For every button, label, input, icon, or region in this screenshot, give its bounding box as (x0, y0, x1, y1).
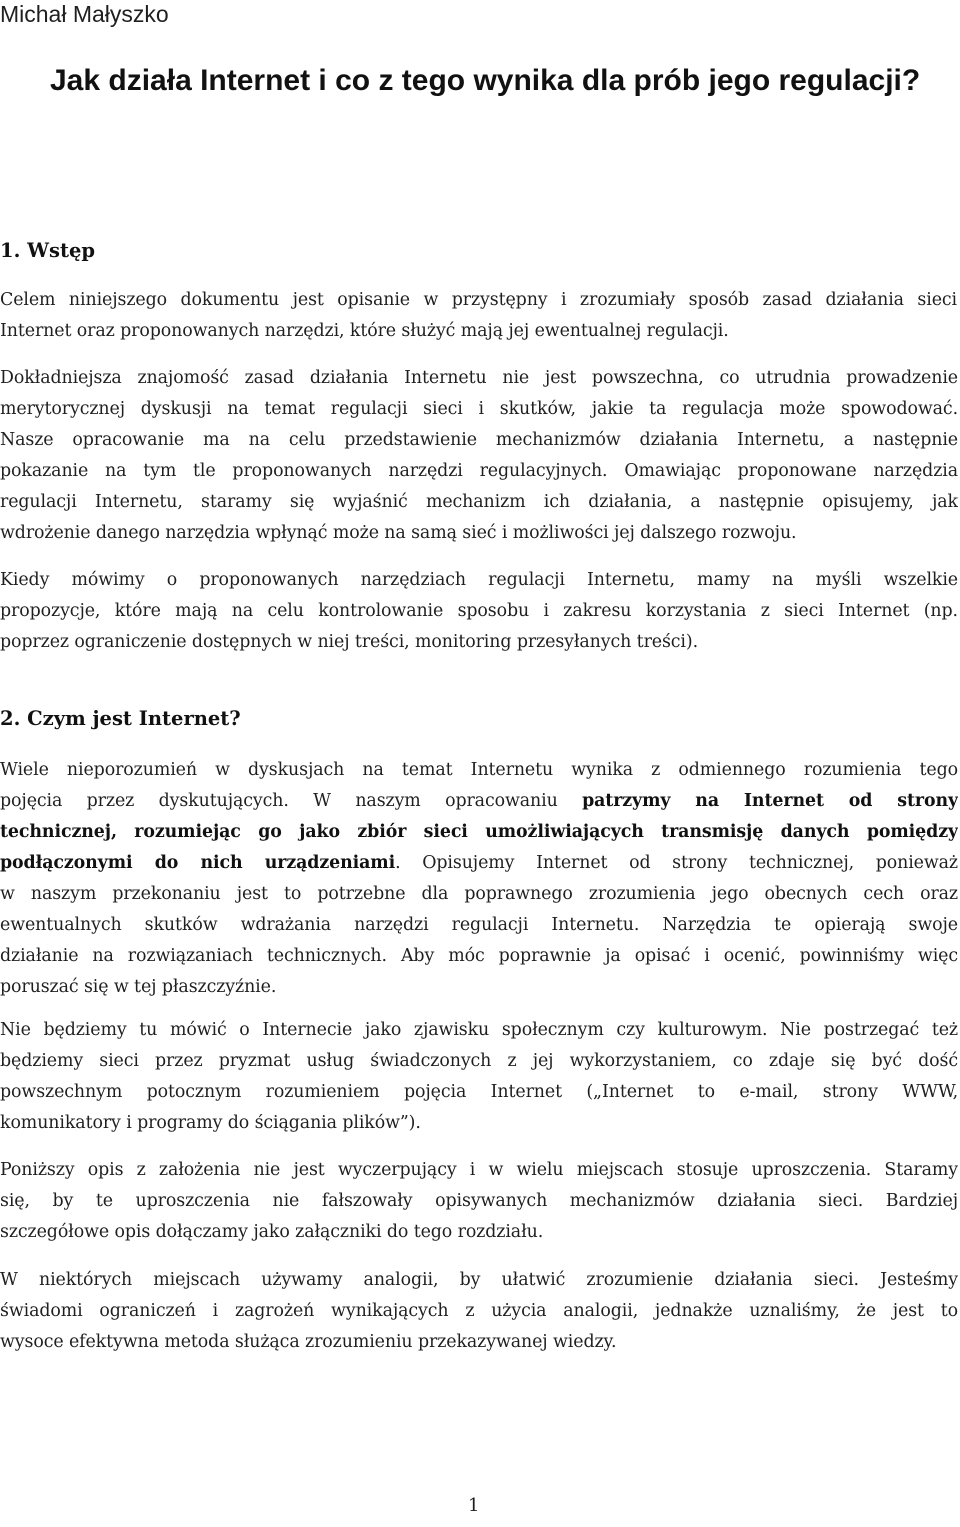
paragraph-line (0, 848, 958, 879)
paragraph (0, 1155, 958, 1248)
paragraph-line: Nasze opracowanie ma na celu przedstawienie mechanizmów działania Internetu, a następnie (0, 430, 958, 450)
paragraph-line: się, by te uproszczenia nie fałszowały opisywanych mechanizmów działania sieci. Bardziej (0, 1191, 958, 1211)
paragraph (0, 285, 957, 347)
paragraph (0, 755, 958, 1003)
section-heading-introduction: 1. Wstęp (0, 239, 96, 262)
document-title: Jak działa Internet i co z tego wynika dla prób jego regulacji? (50, 64, 921, 97)
paragraph-line: merytorycznej dyskusji na temat regulacji sieci i skutków, jakie ta regulacja może spowodować. (0, 399, 958, 419)
section-heading-what-is-internet: 2. Czym jest Internet? (0, 707, 241, 730)
paragraph-line: Internet oraz proponowanych narzędzi, które służyć mają jej ewentualnej regulacji. (0, 321, 729, 341)
paragraph (0, 565, 958, 658)
paragraph-line: Celem niniejszego dokumentu jest opisanie w przystępny i zrozumiały sposób zasad działania sieci (0, 290, 957, 310)
paragraph-line: Kiedy mówimy o proponowanych narzędziach regulacji Internetu, mamy na myśli wszelkie (0, 570, 958, 590)
paragraph-line: Dokładniejsza znajomość zasad działania Internetu nie jest powszechna, co utrudnia prowadzenie (0, 368, 958, 388)
paragraph-line: poruszać się w tej płaszczyźnie. (0, 977, 277, 997)
paragraph-line: poprzez ograniczenie dostępnych w niej treści, monitoring przesyłanych treści). (0, 632, 699, 652)
paragraph-line: ewentualnych skutków wdrażania narzędzi regulacji Internetu. Narzędzia te opierają swoje (0, 915, 958, 935)
paragraph-line: Nie będziemy tu mówić o Internecie jako zjawisku społecznym czy kulturowym. Nie postrzegać też (0, 1020, 958, 1040)
paragraph-line: w naszym przekonaniu jest to potrzebne dla poprawnego zrozumienia jego obecnych cech oraz (0, 884, 958, 904)
paragraph-line: powszechnym potocznym rozumieniem pojęcia Internet („Internet to e-mail, strony WWW, (0, 1082, 958, 1102)
author-name: Michał Małyszko (0, 1, 169, 27)
paragraph (0, 363, 958, 549)
plain-text: pojęcia przez dyskutujących. W naszym opracowaniu (0, 791, 583, 811)
paragraph-line: wysoce efektywna metoda służąca zrozumieniu przekazywanej wiedzy. (0, 1332, 617, 1352)
paragraph-line: szczegółowe opis dołączamy jako załączniki do tego rozdziału. (0, 1222, 544, 1242)
paragraph-line: Poniższy opis z założenia nie jest wyczerpujący i w wielu miejscach stosuje uproszczenia. Staramy (0, 1160, 958, 1180)
paragraph-line: pokazanie na tym tle proponowanych narzędzi regulacyjnych. Omawiając proponowane narzędzia (0, 461, 958, 481)
plain-text: . Opisujemy Internet od strony technicznej, ponieważ (395, 853, 958, 873)
bold-text: patrzymy na Internet od strony (582, 791, 958, 811)
bold-text: technicznej, rozumiejąc go jako zbiór sieci umożliwiających transmisję danych pomiędzy (0, 822, 958, 842)
paragraph-line: Wiele nieporozumień w dyskusjach na temat Internetu wynika z odmiennego rozumienia tego (0, 760, 958, 780)
paragraph (0, 1265, 958, 1358)
paragraph-line: propozycje, które mają na celu kontrolowanie sposobu i zakresu korzystania z sieci Internet (np. (0, 601, 958, 621)
paragraph-line: komunikatory i programy do ściągania plików”). (0, 1113, 421, 1133)
bold-text: podłączonymi do nich urządzeniami (0, 853, 396, 873)
paragraph-line (0, 786, 958, 817)
paragraph-line: świadomi ograniczeń i zagrożeń wynikających z użycia analogii, jednakże uznaliśmy, że jest to (0, 1301, 958, 1321)
page-number: 1 (468, 1495, 480, 1516)
paragraph-line: W niektórych miejscach używamy analogii, by ułatwić zrozumienie działania sieci. Jesteśmy (0, 1270, 958, 1290)
paragraph-line: regulacji Internetu, staramy się wyjaśnić mechanizm ich działania, a następnie opisujemy, jak (0, 492, 958, 512)
paragraph-line (0, 817, 958, 848)
paragraph-line: wdrożenie danego narzędzia wpłynąć może na samą sieć i możliwości jej dalszego rozwoju. (0, 523, 797, 543)
paragraph-line: działanie na rozwiązaniach technicznych. Aby móc poprawnie ja opisać i ocenić, powinniśmy więc (0, 946, 958, 966)
paragraph (0, 1015, 958, 1139)
paragraph-line: będziemy sieci przez pryzmat usług świadczonych z jej wykorzystaniem, co zdaje się być dość (0, 1051, 958, 1071)
